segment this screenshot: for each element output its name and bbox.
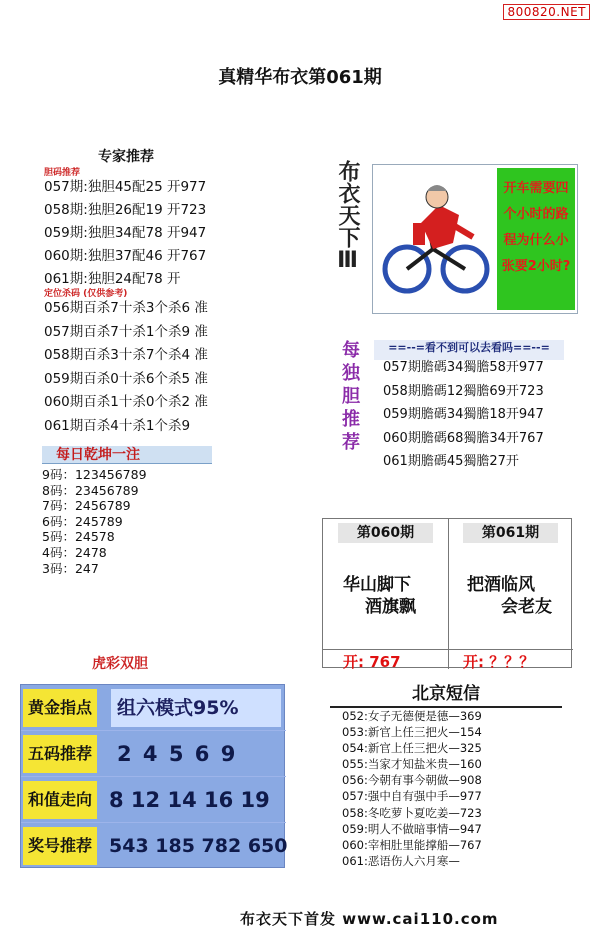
list-item: 059期膽碼34獨膽18开947 <box>383 407 544 422</box>
list-item: 059:明人不做暗事情—947 <box>342 821 482 836</box>
dan-list <box>383 356 544 474</box>
list-item: 060期百杀1十杀0个杀2 准 <box>44 394 208 410</box>
list-item: 057期膽碼34獨膽58开977 <box>383 360 544 375</box>
left-open-result: 开: 767 <box>343 653 401 671</box>
lottery-label: 和值走向 <box>23 781 97 819</box>
lottery-row <box>21 731 286 777</box>
lottery-row <box>21 685 286 731</box>
daily-banner-label: 每日乾坤一注 <box>56 447 140 463</box>
list-item: 9码：123456789 <box>42 467 147 482</box>
left-period-head: 第060期 <box>338 523 433 543</box>
list-item: 059期:独胆34配78 开947 <box>44 225 207 241</box>
daily-banner <box>42 446 212 464</box>
list-item: 058期:独胆26配19 开723 <box>44 202 207 218</box>
list-item: 6码：245789 <box>42 513 123 529</box>
list-item: 056期百杀7十杀3个杀6 准 <box>44 300 208 316</box>
green-riddle-box <box>497 168 575 310</box>
list-item: 4码：2478 <box>42 544 107 560</box>
list-item: 061期:独胆24配78 开 <box>44 271 181 287</box>
riddle-line: 开车需要四 <box>503 181 569 196</box>
list-item: 061期百杀4十杀1个杀9 <box>44 417 191 434</box>
left-poem-line: 酒旗飘 <box>365 597 416 617</box>
list-item: 058:冬吃萝卜夏吃姜—723 <box>342 805 482 820</box>
list-item: 054:新官上任三把火—325 <box>342 741 482 756</box>
lottery-value: 组六模式95% <box>111 689 281 727</box>
period-box <box>322 518 572 671</box>
lottery-label: 黄金指点 <box>23 689 97 727</box>
list-item: 3码：247 <box>42 560 99 576</box>
list-item: 059期百杀0十杀6个杀5 准 <box>44 370 208 387</box>
tiger-title: 虎彩双胆 <box>92 656 148 672</box>
footer-text: 布衣天下首发 www.cai110.com <box>240 910 499 928</box>
lottery-value: 8 12 14 16 19 <box>109 788 270 812</box>
list-item: 055:当家才知盐米贵—160 <box>342 757 482 772</box>
list-item: 058期百杀3十杀7个杀4 准 <box>44 347 208 363</box>
site-stamp: 800820.NET <box>503 4 590 20</box>
list-item: 060期膽碼68獨膽34开767 <box>383 430 544 446</box>
kill-list <box>44 297 208 438</box>
expert-heading: 专家推荐 <box>98 149 154 165</box>
right-open-result: 开: ？？？ <box>463 653 535 671</box>
dan-vertical-label: 每独胆推荐 <box>339 340 360 455</box>
beijing-list <box>342 708 482 869</box>
expert-sub-heading: 胆码推荐 <box>44 168 81 178</box>
expert-picks <box>44 176 206 291</box>
list-item: 052:女子无德便是德—369 <box>342 709 482 723</box>
right-poem-line: 会老友 <box>501 597 552 617</box>
vertical-title: 布衣天下Ⅲ <box>335 160 360 273</box>
list-item: 5码：24578 <box>42 529 115 545</box>
lottery-panel <box>20 684 288 868</box>
right-poem-line: 把酒临风 <box>467 575 535 595</box>
list-item: 053:新官上任三把火—154 <box>342 725 482 740</box>
list-item: 060:宰相肚里能撑船—767 <box>342 837 482 852</box>
lottery-row <box>21 823 286 869</box>
cyclist-icon <box>373 165 497 313</box>
riddle-line: 程为什么小 <box>503 233 569 248</box>
list-item: 056:今朝有事今朝做—908 <box>342 773 482 788</box>
lottery-value: 2 4 5 6 9 <box>117 742 238 766</box>
page-title: 真精华布衣第061期 <box>218 67 382 88</box>
lottery-row <box>21 777 286 823</box>
list-item: 058期膽碼12獨膽69开723 <box>383 383 544 399</box>
kill-sub-heading: 定位杀码 (仅供参考) <box>44 289 128 299</box>
lottery-label: 奖号推荐 <box>23 827 97 865</box>
list-item: 057期:独胆45配25 开977 <box>44 179 207 195</box>
list-item: 060期:独胆37配46 开767 <box>44 248 207 264</box>
right-period-head: 第061期 <box>463 523 558 543</box>
lottery-label: 五码推荐 <box>23 735 97 773</box>
dan-banner: ==--=看不到可以去看吗==--= <box>374 340 564 360</box>
riddle-line: 个小时的路 <box>503 207 569 222</box>
list-item: 057期百杀7十杀1个杀9 准 <box>44 323 208 340</box>
list-item: 061期膽碼45獨膽27开 <box>383 454 519 469</box>
left-poem-line: 华山脚下 <box>343 575 411 595</box>
list-item: 057:强中自有强中手—977 <box>342 789 482 804</box>
lottery-value: 543 185 782 650 <box>109 835 288 857</box>
list-item: 8码：23456789 <box>42 482 139 498</box>
daily-codes <box>42 467 147 576</box>
riddle-line: 张要2小时? <box>501 259 571 274</box>
list-item: 061:恶语伤人六月寒— <box>342 853 460 868</box>
list-item: 7码：2456789 <box>42 498 131 514</box>
beijing-title: 北京短信 <box>330 679 562 708</box>
